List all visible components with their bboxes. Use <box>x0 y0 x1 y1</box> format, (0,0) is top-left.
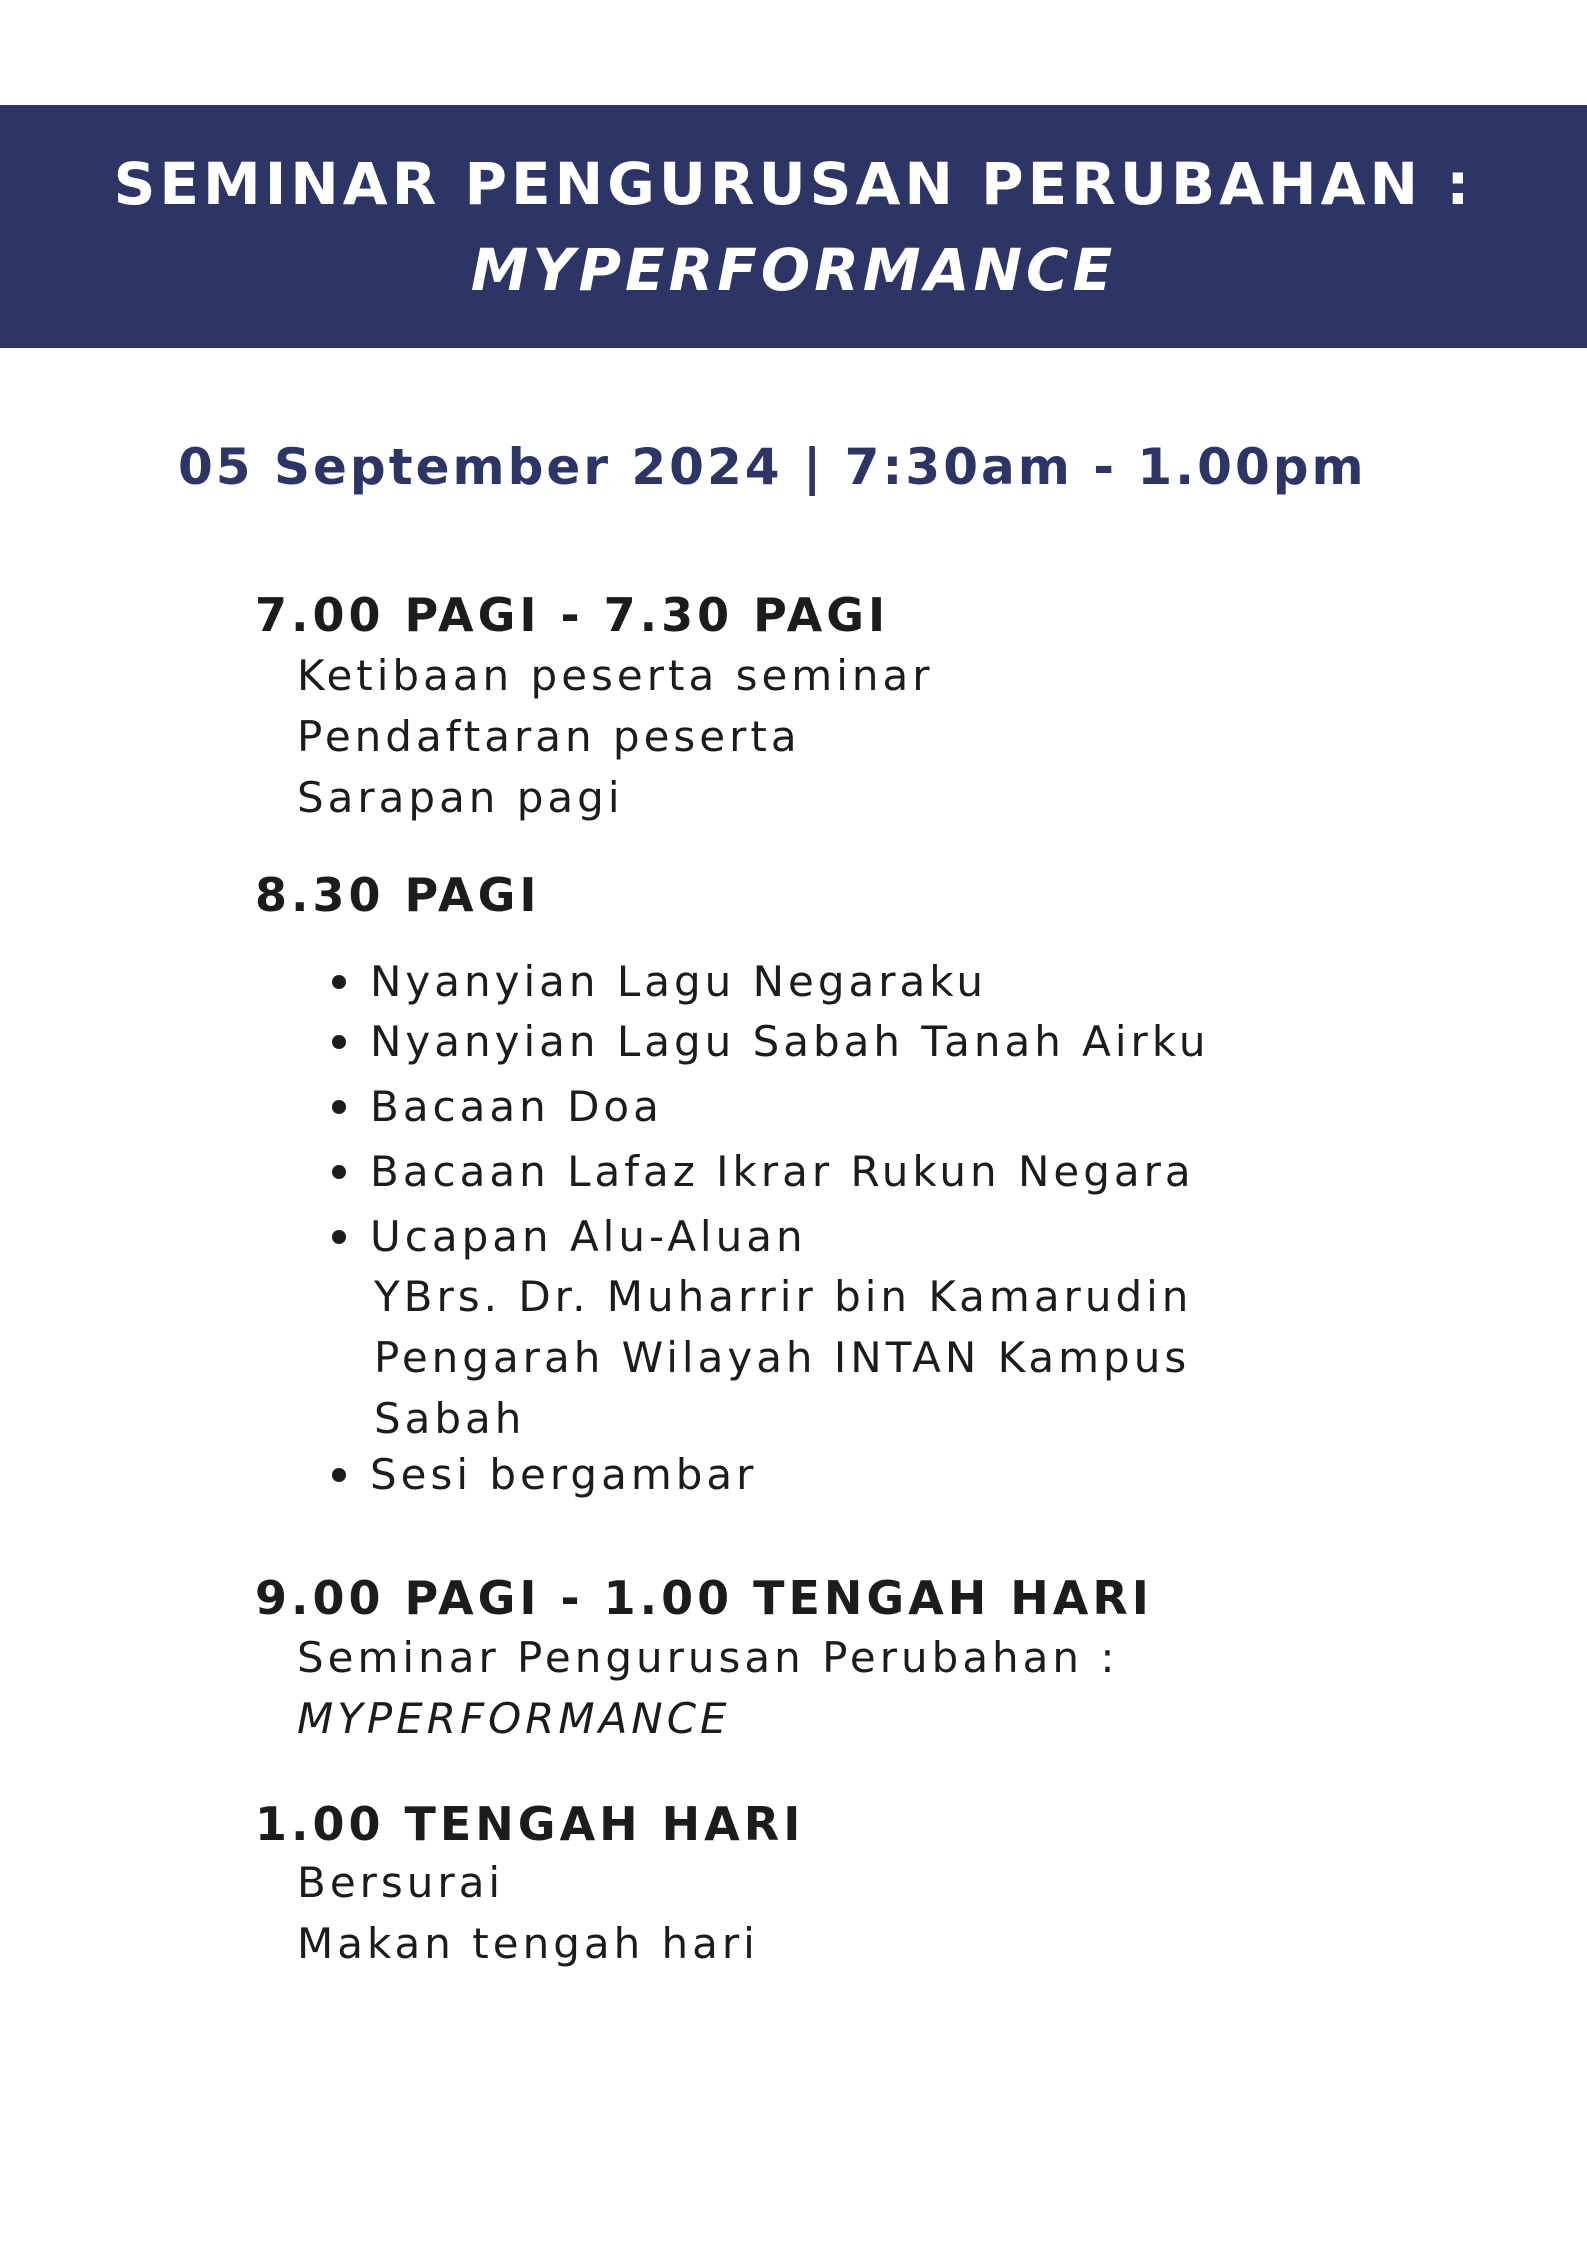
bullet-dot-icon <box>332 1165 346 1179</box>
title-line-1: SEMINAR PENGURUSAN PERUBAHAN : <box>113 149 1474 218</box>
session-1-item: Pendaftaran peserta <box>297 712 801 761</box>
bullet-item <box>332 1447 757 1503</box>
speaker-title-line-2: Sabah <box>374 1394 526 1443</box>
session-time-1: 7.00 PAGI - 7.30 PAGI <box>255 588 890 642</box>
session-time-3: 9.00 PAGI - 1.00 TENGAH HARI <box>255 1571 1153 1625</box>
bullet-item <box>332 1144 1195 1200</box>
bullet-dot-icon <box>332 1100 346 1114</box>
bullet-text: Bacaan Doa <box>370 1082 663 1131</box>
bullet-dot-icon <box>332 1035 346 1049</box>
session-4-item: Makan tengah hari <box>297 1919 759 1968</box>
bullet-dot-icon <box>332 1468 346 1482</box>
bullet-text: Ucapan Alu-Aluan <box>370 1212 807 1261</box>
bullet-item <box>332 1079 663 1135</box>
session-time-4: 1.00 TENGAH HARI <box>255 1797 805 1851</box>
title-banner <box>0 105 1587 348</box>
bullet-dot-icon <box>332 1230 346 1244</box>
session-3-item: Seminar Pengurusan Perubahan : <box>297 1633 1119 1682</box>
bullet-text: Nyanyian Lagu Negaraku <box>370 957 987 1006</box>
session-1-item: Ketibaan peserta seminar <box>297 651 934 700</box>
event-date-time: 05 September 2024 | 7:30am - 1.00pm <box>178 438 1367 496</box>
bullet-item <box>332 954 987 1010</box>
session-3-item: MYPERFORMANCE <box>297 1694 731 1743</box>
bullet-dot-icon <box>332 975 346 989</box>
title-line-2: MYPERFORMANCE <box>470 235 1117 304</box>
session-4-item: Bersurai <box>297 1858 505 1907</box>
session-time-2: 8.30 PAGI <box>255 868 541 922</box>
bullet-item <box>332 1014 1209 1070</box>
session-1-item: Sarapan pagi <box>297 773 624 822</box>
bullet-text: Sesi bergambar <box>370 1450 758 1499</box>
speaker-title-line-1: Pengarah Wilayah INTAN Kampus <box>374 1333 1191 1382</box>
bullet-text: Nyanyian Lagu Sabah Tanah Airku <box>370 1017 1210 1066</box>
bullet-item <box>332 1209 807 1265</box>
speaker-name: YBrs. Dr. Muharrir bin Kamarudin <box>374 1272 1193 1321</box>
bullet-text: Bacaan Lafaz Ikrar Rukun Negara <box>370 1147 1195 1196</box>
